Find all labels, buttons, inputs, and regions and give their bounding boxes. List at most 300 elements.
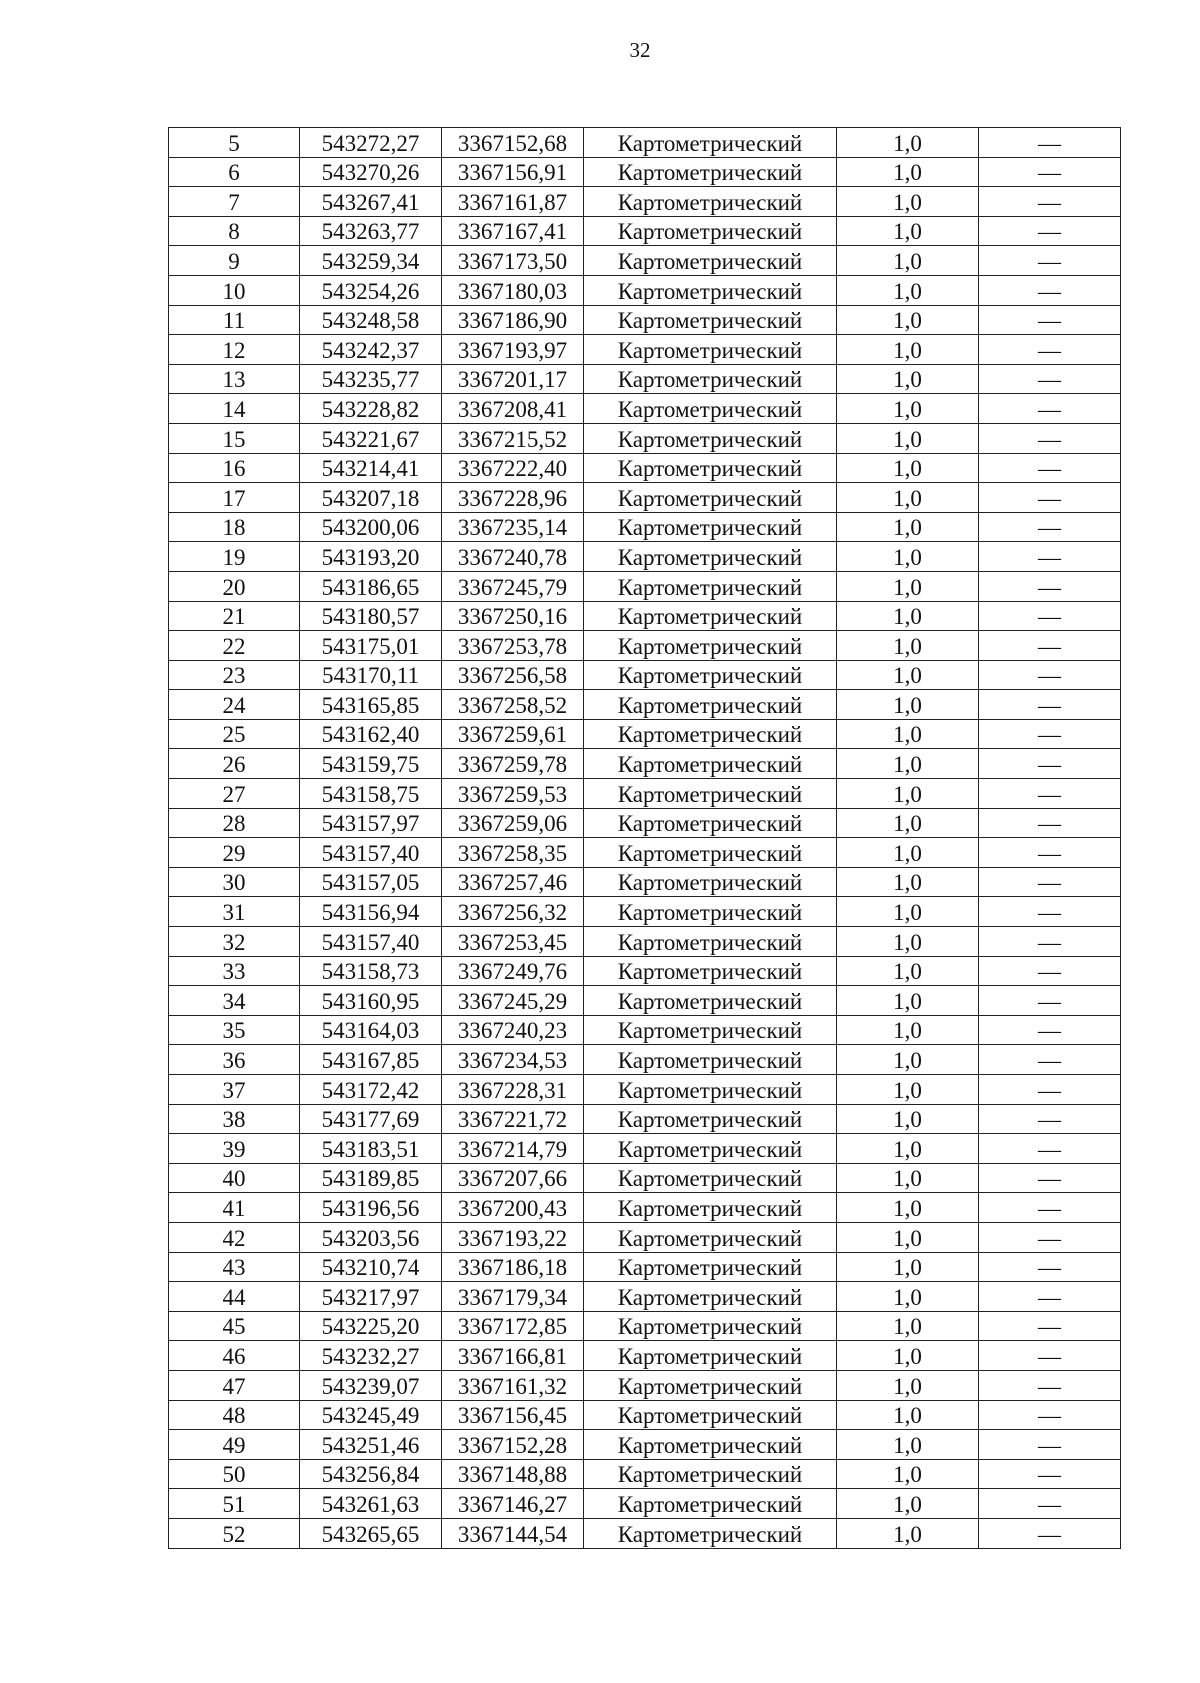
method-cell: Картометрический <box>584 571 837 601</box>
point-number-cell: 16 <box>169 453 300 483</box>
point-number-cell: 38 <box>169 1104 300 1134</box>
table-row <box>169 867 1121 897</box>
page-number: 32 <box>629 38 651 62</box>
y-coordinate-cell: 3367200,43 <box>442 1193 584 1223</box>
point-number-cell: 28 <box>169 808 300 838</box>
method-cell: Картометрический <box>584 364 837 394</box>
table-row <box>169 1341 1121 1371</box>
accuracy-cell: 1,0 <box>837 1311 979 1341</box>
description-cell: — <box>979 512 1121 542</box>
method-cell: Картометрический <box>584 601 837 631</box>
description-cell: — <box>979 1193 1121 1223</box>
x-coordinate-cell: 543193,20 <box>300 542 442 572</box>
accuracy-cell: 1,0 <box>837 512 979 542</box>
point-number-cell: 11 <box>169 305 300 335</box>
description-cell: — <box>979 1104 1121 1134</box>
y-coordinate-cell: 3367161,32 <box>442 1370 584 1400</box>
description-cell: — <box>979 660 1121 690</box>
coordinates-table-body <box>169 128 1121 1549</box>
description-cell: — <box>979 335 1121 365</box>
table-row <box>169 927 1121 957</box>
method-cell: Картометрический <box>584 1163 837 1193</box>
x-coordinate-cell: 543259,34 <box>300 246 442 276</box>
y-coordinate-cell: 3367193,22 <box>442 1222 584 1252</box>
point-number-cell: 36 <box>169 1045 300 1075</box>
accuracy-cell: 1,0 <box>837 1193 979 1223</box>
accuracy-cell: 1,0 <box>837 719 979 749</box>
accuracy-cell: 1,0 <box>837 1370 979 1400</box>
description-cell: — <box>979 483 1121 513</box>
accuracy-cell: 1,0 <box>837 542 979 572</box>
x-coordinate-cell: 543167,85 <box>300 1045 442 1075</box>
point-number-cell: 30 <box>169 867 300 897</box>
table-row <box>169 986 1121 1016</box>
description-cell: — <box>979 690 1121 720</box>
table-row <box>169 1282 1121 1312</box>
accuracy-cell: 1,0 <box>837 927 979 957</box>
point-number-cell: 18 <box>169 512 300 542</box>
description-cell: — <box>979 838 1121 868</box>
accuracy-cell: 1,0 <box>837 690 979 720</box>
x-coordinate-cell: 543186,65 <box>300 571 442 601</box>
accuracy-cell: 1,0 <box>837 394 979 424</box>
table-row <box>169 187 1121 217</box>
point-number-cell: 42 <box>169 1222 300 1252</box>
method-cell: Картометрический <box>584 1282 837 1312</box>
description-cell: — <box>979 1015 1121 1045</box>
table-row <box>169 838 1121 868</box>
method-cell: Картометрический <box>584 1193 837 1223</box>
method-cell: Картометрический <box>584 1489 837 1519</box>
y-coordinate-cell: 3367156,45 <box>442 1400 584 1430</box>
accuracy-cell: 1,0 <box>837 364 979 394</box>
table-row <box>169 1104 1121 1134</box>
table-row <box>169 1134 1121 1164</box>
accuracy-cell: 1,0 <box>837 483 979 513</box>
x-coordinate-cell: 543221,67 <box>300 423 442 453</box>
description-cell: — <box>979 749 1121 779</box>
description-cell: — <box>979 453 1121 483</box>
x-coordinate-cell: 543157,05 <box>300 867 442 897</box>
accuracy-cell: 1,0 <box>837 1459 979 1489</box>
point-number-cell: 49 <box>169 1430 300 1460</box>
table-row <box>169 1252 1121 1282</box>
x-coordinate-cell: 543162,40 <box>300 719 442 749</box>
method-cell: Картометрический <box>584 1370 837 1400</box>
method-cell: Картометрический <box>584 423 837 453</box>
point-number-cell: 31 <box>169 897 300 927</box>
accuracy-cell: 1,0 <box>837 1252 979 1282</box>
table-row <box>169 394 1121 424</box>
description-cell: — <box>979 275 1121 305</box>
y-coordinate-cell: 3367144,54 <box>442 1518 584 1548</box>
point-number-cell: 51 <box>169 1489 300 1519</box>
method-cell: Картометрический <box>584 1222 837 1252</box>
x-coordinate-cell: 543251,46 <box>300 1430 442 1460</box>
accuracy-cell: 1,0 <box>837 897 979 927</box>
y-coordinate-cell: 3367186,18 <box>442 1252 584 1282</box>
x-coordinate-cell: 543225,20 <box>300 1311 442 1341</box>
point-number-cell: 22 <box>169 631 300 661</box>
method-cell: Картометрический <box>584 927 837 957</box>
point-number-cell: 9 <box>169 246 300 276</box>
x-coordinate-cell: 543196,56 <box>300 1193 442 1223</box>
y-coordinate-cell: 3367228,31 <box>442 1075 584 1105</box>
description-cell: — <box>979 1459 1121 1489</box>
description-cell: — <box>979 808 1121 838</box>
accuracy-cell: 1,0 <box>837 1015 979 1045</box>
point-number-cell: 34 <box>169 986 300 1016</box>
table-row <box>169 719 1121 749</box>
x-coordinate-cell: 543183,51 <box>300 1134 442 1164</box>
description-cell: — <box>979 1163 1121 1193</box>
method-cell: Картометрический <box>584 867 837 897</box>
accuracy-cell: 1,0 <box>837 1163 979 1193</box>
method-cell: Картометрический <box>584 1430 837 1460</box>
method-cell: Картометрический <box>584 631 837 661</box>
description-cell: — <box>979 542 1121 572</box>
table-row <box>169 157 1121 187</box>
accuracy-cell: 1,0 <box>837 1518 979 1548</box>
description-cell: — <box>979 1489 1121 1519</box>
y-coordinate-cell: 3367172,85 <box>442 1311 584 1341</box>
description-cell: — <box>979 1518 1121 1548</box>
point-number-cell: 17 <box>169 483 300 513</box>
y-coordinate-cell: 3367256,32 <box>442 897 584 927</box>
description-cell: — <box>979 246 1121 276</box>
table-row <box>169 897 1121 927</box>
y-coordinate-cell: 3367152,28 <box>442 1430 584 1460</box>
x-coordinate-cell: 543180,57 <box>300 601 442 631</box>
accuracy-cell: 1,0 <box>837 749 979 779</box>
method-cell: Картометрический <box>584 216 837 246</box>
point-number-cell: 39 <box>169 1134 300 1164</box>
table-row <box>169 1459 1121 1489</box>
y-coordinate-cell: 3367235,14 <box>442 512 584 542</box>
table-row <box>169 512 1121 542</box>
method-cell: Картометрический <box>584 394 837 424</box>
point-number-cell: 40 <box>169 1163 300 1193</box>
y-coordinate-cell: 3367245,79 <box>442 571 584 601</box>
table-row <box>169 1400 1121 1430</box>
table-row <box>169 749 1121 779</box>
y-coordinate-cell: 3367258,35 <box>442 838 584 868</box>
point-number-cell: 14 <box>169 394 300 424</box>
point-number-cell: 47 <box>169 1370 300 1400</box>
point-number-cell: 12 <box>169 335 300 365</box>
table-row <box>169 542 1121 572</box>
method-cell: Картометрический <box>584 749 837 779</box>
y-coordinate-cell: 3367179,34 <box>442 1282 584 1312</box>
y-coordinate-cell: 3367214,79 <box>442 1134 584 1164</box>
description-cell: — <box>979 187 1121 217</box>
method-cell: Картометрический <box>584 897 837 927</box>
method-cell: Картометрический <box>584 275 837 305</box>
method-cell: Картометрический <box>584 660 837 690</box>
table-row <box>169 483 1121 513</box>
x-coordinate-cell: 543158,75 <box>300 779 442 809</box>
x-coordinate-cell: 543203,56 <box>300 1222 442 1252</box>
accuracy-cell: 1,0 <box>837 1400 979 1430</box>
accuracy-cell: 1,0 <box>837 660 979 690</box>
accuracy-cell: 1,0 <box>837 423 979 453</box>
table-row <box>169 275 1121 305</box>
x-coordinate-cell: 543164,03 <box>300 1015 442 1045</box>
table-row <box>169 1370 1121 1400</box>
table-row <box>169 571 1121 601</box>
accuracy-cell: 1,0 <box>837 867 979 897</box>
description-cell: — <box>979 1341 1121 1371</box>
description-cell: — <box>979 986 1121 1016</box>
point-number-cell: 23 <box>169 660 300 690</box>
description-cell: — <box>979 1430 1121 1460</box>
description-cell: — <box>979 423 1121 453</box>
x-coordinate-cell: 543228,82 <box>300 394 442 424</box>
x-coordinate-cell: 543256,84 <box>300 1459 442 1489</box>
y-coordinate-cell: 3367257,46 <box>442 867 584 897</box>
accuracy-cell: 1,0 <box>837 956 979 986</box>
description-cell: — <box>979 1252 1121 1282</box>
point-number-cell: 45 <box>169 1311 300 1341</box>
method-cell: Картометрический <box>584 1518 837 1548</box>
point-number-cell: 29 <box>169 838 300 868</box>
description-cell: — <box>979 1400 1121 1430</box>
table-row <box>169 1045 1121 1075</box>
table-row <box>169 1222 1121 1252</box>
x-coordinate-cell: 543245,49 <box>300 1400 442 1430</box>
x-coordinate-cell: 543157,40 <box>300 838 442 868</box>
x-coordinate-cell: 543158,73 <box>300 956 442 986</box>
description-cell: — <box>979 601 1121 631</box>
description-cell: — <box>979 1222 1121 1252</box>
method-cell: Картометрический <box>584 838 837 868</box>
point-number-cell: 24 <box>169 690 300 720</box>
x-coordinate-cell: 543263,77 <box>300 216 442 246</box>
method-cell: Картометрический <box>584 1459 837 1489</box>
x-coordinate-cell: 543235,77 <box>300 364 442 394</box>
point-number-cell: 8 <box>169 216 300 246</box>
accuracy-cell: 1,0 <box>837 128 979 158</box>
description-cell: — <box>979 1282 1121 1312</box>
accuracy-cell: 1,0 <box>837 1104 979 1134</box>
description-cell: — <box>979 364 1121 394</box>
method-cell: Картометрический <box>584 483 837 513</box>
point-number-cell: 44 <box>169 1282 300 1312</box>
y-coordinate-cell: 3367253,78 <box>442 631 584 661</box>
y-coordinate-cell: 3367208,41 <box>442 394 584 424</box>
y-coordinate-cell: 3367256,58 <box>442 660 584 690</box>
accuracy-cell: 1,0 <box>837 1045 979 1075</box>
x-coordinate-cell: 543156,94 <box>300 897 442 927</box>
method-cell: Картометрический <box>584 779 837 809</box>
y-coordinate-cell: 3367259,78 <box>442 749 584 779</box>
method-cell: Картометрический <box>584 512 837 542</box>
table-row <box>169 1518 1121 1548</box>
point-number-cell: 43 <box>169 1252 300 1282</box>
description-cell: — <box>979 897 1121 927</box>
method-cell: Картометрический <box>584 956 837 986</box>
description-cell: — <box>979 1134 1121 1164</box>
y-coordinate-cell: 3367146,27 <box>442 1489 584 1519</box>
y-coordinate-cell: 3367240,23 <box>442 1015 584 1045</box>
table-row <box>169 246 1121 276</box>
table-row <box>169 956 1121 986</box>
table-row <box>169 1193 1121 1223</box>
y-coordinate-cell: 3367221,72 <box>442 1104 584 1134</box>
x-coordinate-cell: 543239,07 <box>300 1370 442 1400</box>
table-row <box>169 631 1121 661</box>
method-cell: Картометрический <box>584 335 837 365</box>
accuracy-cell: 1,0 <box>837 246 979 276</box>
accuracy-cell: 1,0 <box>837 157 979 187</box>
point-number-cell: 21 <box>169 601 300 631</box>
x-coordinate-cell: 543270,26 <box>300 157 442 187</box>
y-coordinate-cell: 3367222,40 <box>442 453 584 483</box>
accuracy-cell: 1,0 <box>837 1075 979 1105</box>
accuracy-cell: 1,0 <box>837 838 979 868</box>
y-coordinate-cell: 3367173,50 <box>442 246 584 276</box>
y-coordinate-cell: 3367258,52 <box>442 690 584 720</box>
description-cell: — <box>979 305 1121 335</box>
y-coordinate-cell: 3367259,61 <box>442 719 584 749</box>
point-number-cell: 35 <box>169 1015 300 1045</box>
table-row <box>169 1163 1121 1193</box>
method-cell: Картометрический <box>584 1134 837 1164</box>
point-number-cell: 32 <box>169 927 300 957</box>
y-coordinate-cell: 3367193,97 <box>442 335 584 365</box>
accuracy-cell: 1,0 <box>837 1282 979 1312</box>
description-cell: — <box>979 631 1121 661</box>
y-coordinate-cell: 3367180,03 <box>442 275 584 305</box>
accuracy-cell: 1,0 <box>837 216 979 246</box>
accuracy-cell: 1,0 <box>837 1341 979 1371</box>
method-cell: Картометрический <box>584 1045 837 1075</box>
method-cell: Картометрический <box>584 808 837 838</box>
x-coordinate-cell: 543159,75 <box>300 749 442 779</box>
x-coordinate-cell: 543217,97 <box>300 1282 442 1312</box>
accuracy-cell: 1,0 <box>837 305 979 335</box>
description-cell: — <box>979 571 1121 601</box>
table-row <box>169 1075 1121 1105</box>
y-coordinate-cell: 3367152,68 <box>442 128 584 158</box>
method-cell: Картометрический <box>584 1341 837 1371</box>
description-cell: — <box>979 394 1121 424</box>
description-cell: — <box>979 927 1121 957</box>
description-cell: — <box>979 719 1121 749</box>
x-coordinate-cell: 543172,42 <box>300 1075 442 1105</box>
table-row <box>169 1015 1121 1045</box>
method-cell: Картометрический <box>584 187 837 217</box>
y-coordinate-cell: 3367249,76 <box>442 956 584 986</box>
table-row <box>169 364 1121 394</box>
point-number-cell: 15 <box>169 423 300 453</box>
description-cell: — <box>979 779 1121 809</box>
description-cell: — <box>979 867 1121 897</box>
method-cell: Картометрический <box>584 1015 837 1045</box>
point-number-cell: 26 <box>169 749 300 779</box>
table-row <box>169 423 1121 453</box>
accuracy-cell: 1,0 <box>837 453 979 483</box>
accuracy-cell: 1,0 <box>837 1222 979 1252</box>
table-row <box>169 808 1121 838</box>
point-number-cell: 48 <box>169 1400 300 1430</box>
accuracy-cell: 1,0 <box>837 335 979 365</box>
table-row <box>169 1430 1121 1460</box>
accuracy-cell: 1,0 <box>837 779 979 809</box>
table-row <box>169 1489 1121 1519</box>
table-row <box>169 660 1121 690</box>
method-cell: Картометрический <box>584 542 837 572</box>
description-cell: — <box>979 1075 1121 1105</box>
point-number-cell: 5 <box>169 128 300 158</box>
x-coordinate-cell: 543157,40 <box>300 927 442 957</box>
point-number-cell: 33 <box>169 956 300 986</box>
y-coordinate-cell: 3367156,91 <box>442 157 584 187</box>
y-coordinate-cell: 3367207,66 <box>442 1163 584 1193</box>
x-coordinate-cell: 543254,26 <box>300 275 442 305</box>
description-cell: — <box>979 1370 1121 1400</box>
y-coordinate-cell: 3367186,90 <box>442 305 584 335</box>
point-number-cell: 10 <box>169 275 300 305</box>
method-cell: Картометрический <box>584 986 837 1016</box>
method-cell: Картометрический <box>584 157 837 187</box>
x-coordinate-cell: 543214,41 <box>300 453 442 483</box>
y-coordinate-cell: 3367228,96 <box>442 483 584 513</box>
point-number-cell: 52 <box>169 1518 300 1548</box>
y-coordinate-cell: 3367161,87 <box>442 187 584 217</box>
method-cell: Картометрический <box>584 1252 837 1282</box>
accuracy-cell: 1,0 <box>837 571 979 601</box>
table-row <box>169 690 1121 720</box>
y-coordinate-cell: 3367201,17 <box>442 364 584 394</box>
coordinates-table <box>168 127 1121 1549</box>
table-row <box>169 128 1121 158</box>
accuracy-cell: 1,0 <box>837 1430 979 1460</box>
method-cell: Картометрический <box>584 128 837 158</box>
x-coordinate-cell: 543272,27 <box>300 128 442 158</box>
y-coordinate-cell: 3367259,06 <box>442 808 584 838</box>
table-row <box>169 1311 1121 1341</box>
x-coordinate-cell: 543261,63 <box>300 1489 442 1519</box>
point-number-cell: 41 <box>169 1193 300 1223</box>
x-coordinate-cell: 543232,27 <box>300 1341 442 1371</box>
method-cell: Картометрический <box>584 1075 837 1105</box>
accuracy-cell: 1,0 <box>837 631 979 661</box>
table-row <box>169 453 1121 483</box>
accuracy-cell: 1,0 <box>837 986 979 1016</box>
method-cell: Картометрический <box>584 719 837 749</box>
point-number-cell: 6 <box>169 157 300 187</box>
x-coordinate-cell: 543165,85 <box>300 690 442 720</box>
description-cell: — <box>979 157 1121 187</box>
accuracy-cell: 1,0 <box>837 275 979 305</box>
x-coordinate-cell: 543175,01 <box>300 631 442 661</box>
y-coordinate-cell: 3367253,45 <box>442 927 584 957</box>
x-coordinate-cell: 543170,11 <box>300 660 442 690</box>
y-coordinate-cell: 3367234,53 <box>442 1045 584 1075</box>
table-row <box>169 335 1121 365</box>
accuracy-cell: 1,0 <box>837 601 979 631</box>
point-number-cell: 7 <box>169 187 300 217</box>
x-coordinate-cell: 543265,65 <box>300 1518 442 1548</box>
x-coordinate-cell: 543177,69 <box>300 1104 442 1134</box>
description-cell: — <box>979 956 1121 986</box>
description-cell: — <box>979 1045 1121 1075</box>
table-row <box>169 216 1121 246</box>
accuracy-cell: 1,0 <box>837 1134 979 1164</box>
x-coordinate-cell: 543157,97 <box>300 808 442 838</box>
x-coordinate-cell: 543248,58 <box>300 305 442 335</box>
